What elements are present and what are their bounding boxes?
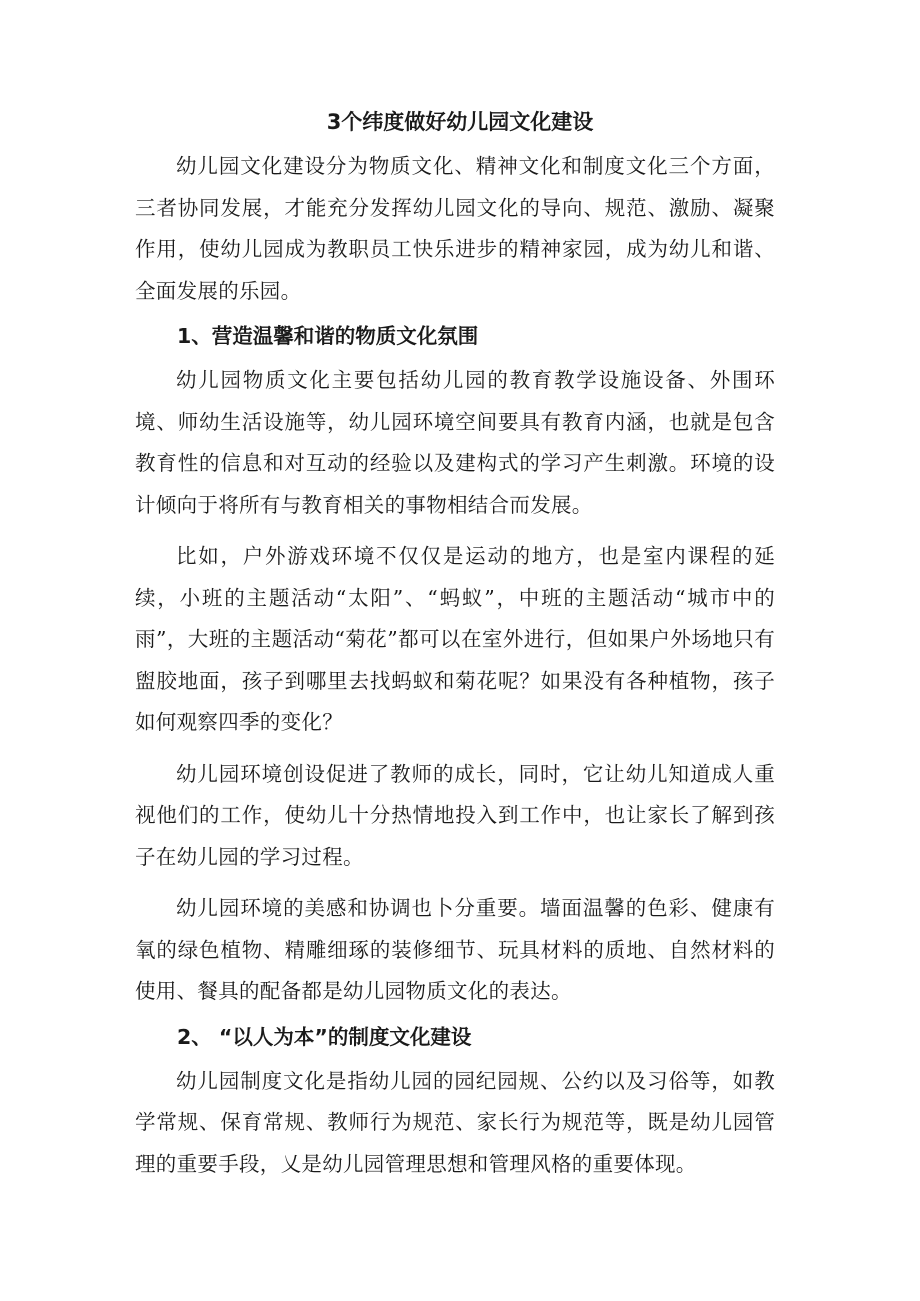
section-1-paragraph-4: 幼儿园环境的美感和协调也卜分重要。墙面温馨的色彩、健康有氧的绿色植物、精雕细琢的装修细节、玩具材料的质地、自然材料的使用、餐具的配备都是幼儿园物质文化的表达。 — [135, 896, 775, 1003]
section-1-heading: 1、营造温馨和谐的物质文化氛围 — [177, 324, 479, 348]
intro-paragraph: 幼儿园文化建设分为物质文化、精神文化和制度文化三个方面，三者协同发展，才能充分发挥幼儿园文化的导向、规范、激励、凝聚作用，使幼儿园成为教职员工快乐进步的精神家园，成为幼儿和谐、全面发展的乐园。 — [135, 154, 775, 303]
document-title: 3个纬度做好幼儿园文化建设 — [326, 110, 594, 134]
section-1-paragraph-3: 幼儿园环境创设促进了教师的成长，同时，它让幼儿知道成人重视他们的工作，使幼儿十分热情地投入到工作中，也让家长了解到孩子在幼儿园的学习过程。 — [135, 761, 775, 869]
section-1-paragraph-2: 比如，户外游戏环境不仅仅是运动的地方，也是室内课程的延续，小班的主题活动“太阳”、“蚂蚁”，中班的主题活动“城市中的雨”，大班的主题活动“菊花”都可以在室外进行，但如果户外场地只有盥胶地面，孩子到哪里去找蚂蚁和菊花呢？如果没有各种植物，孩子如何观察四季的变化？ — [135, 544, 775, 734]
section-2-paragraph-1: 幼儿园制度文化是指幼儿园的园纪园规、公约以及习俗等，如教学常规、保育常规、教师行为规范、家长行为规范等，既是幼儿园管理的重要手段，乂是幼儿园管理思想和管理风格的重要体现。 — [135, 1068, 775, 1176]
document-body — [135, 146, 775, 1185]
section-1-paragraph-1: 幼儿园物质文化主要包括幼儿园的教育教学设施设备、外围环境、师幼生活设施等，幼儿园环境空间要具有教育内涵，也就是包含教育性的信息和对互动的经验以及建构式的学习产生刺激。环境的设计倾向于将所有与教育相关的事物相结合而发展。 — [135, 368, 775, 517]
section-2-heading: 2、 “以人为本”的制度文化建设 — [177, 1024, 472, 1049]
